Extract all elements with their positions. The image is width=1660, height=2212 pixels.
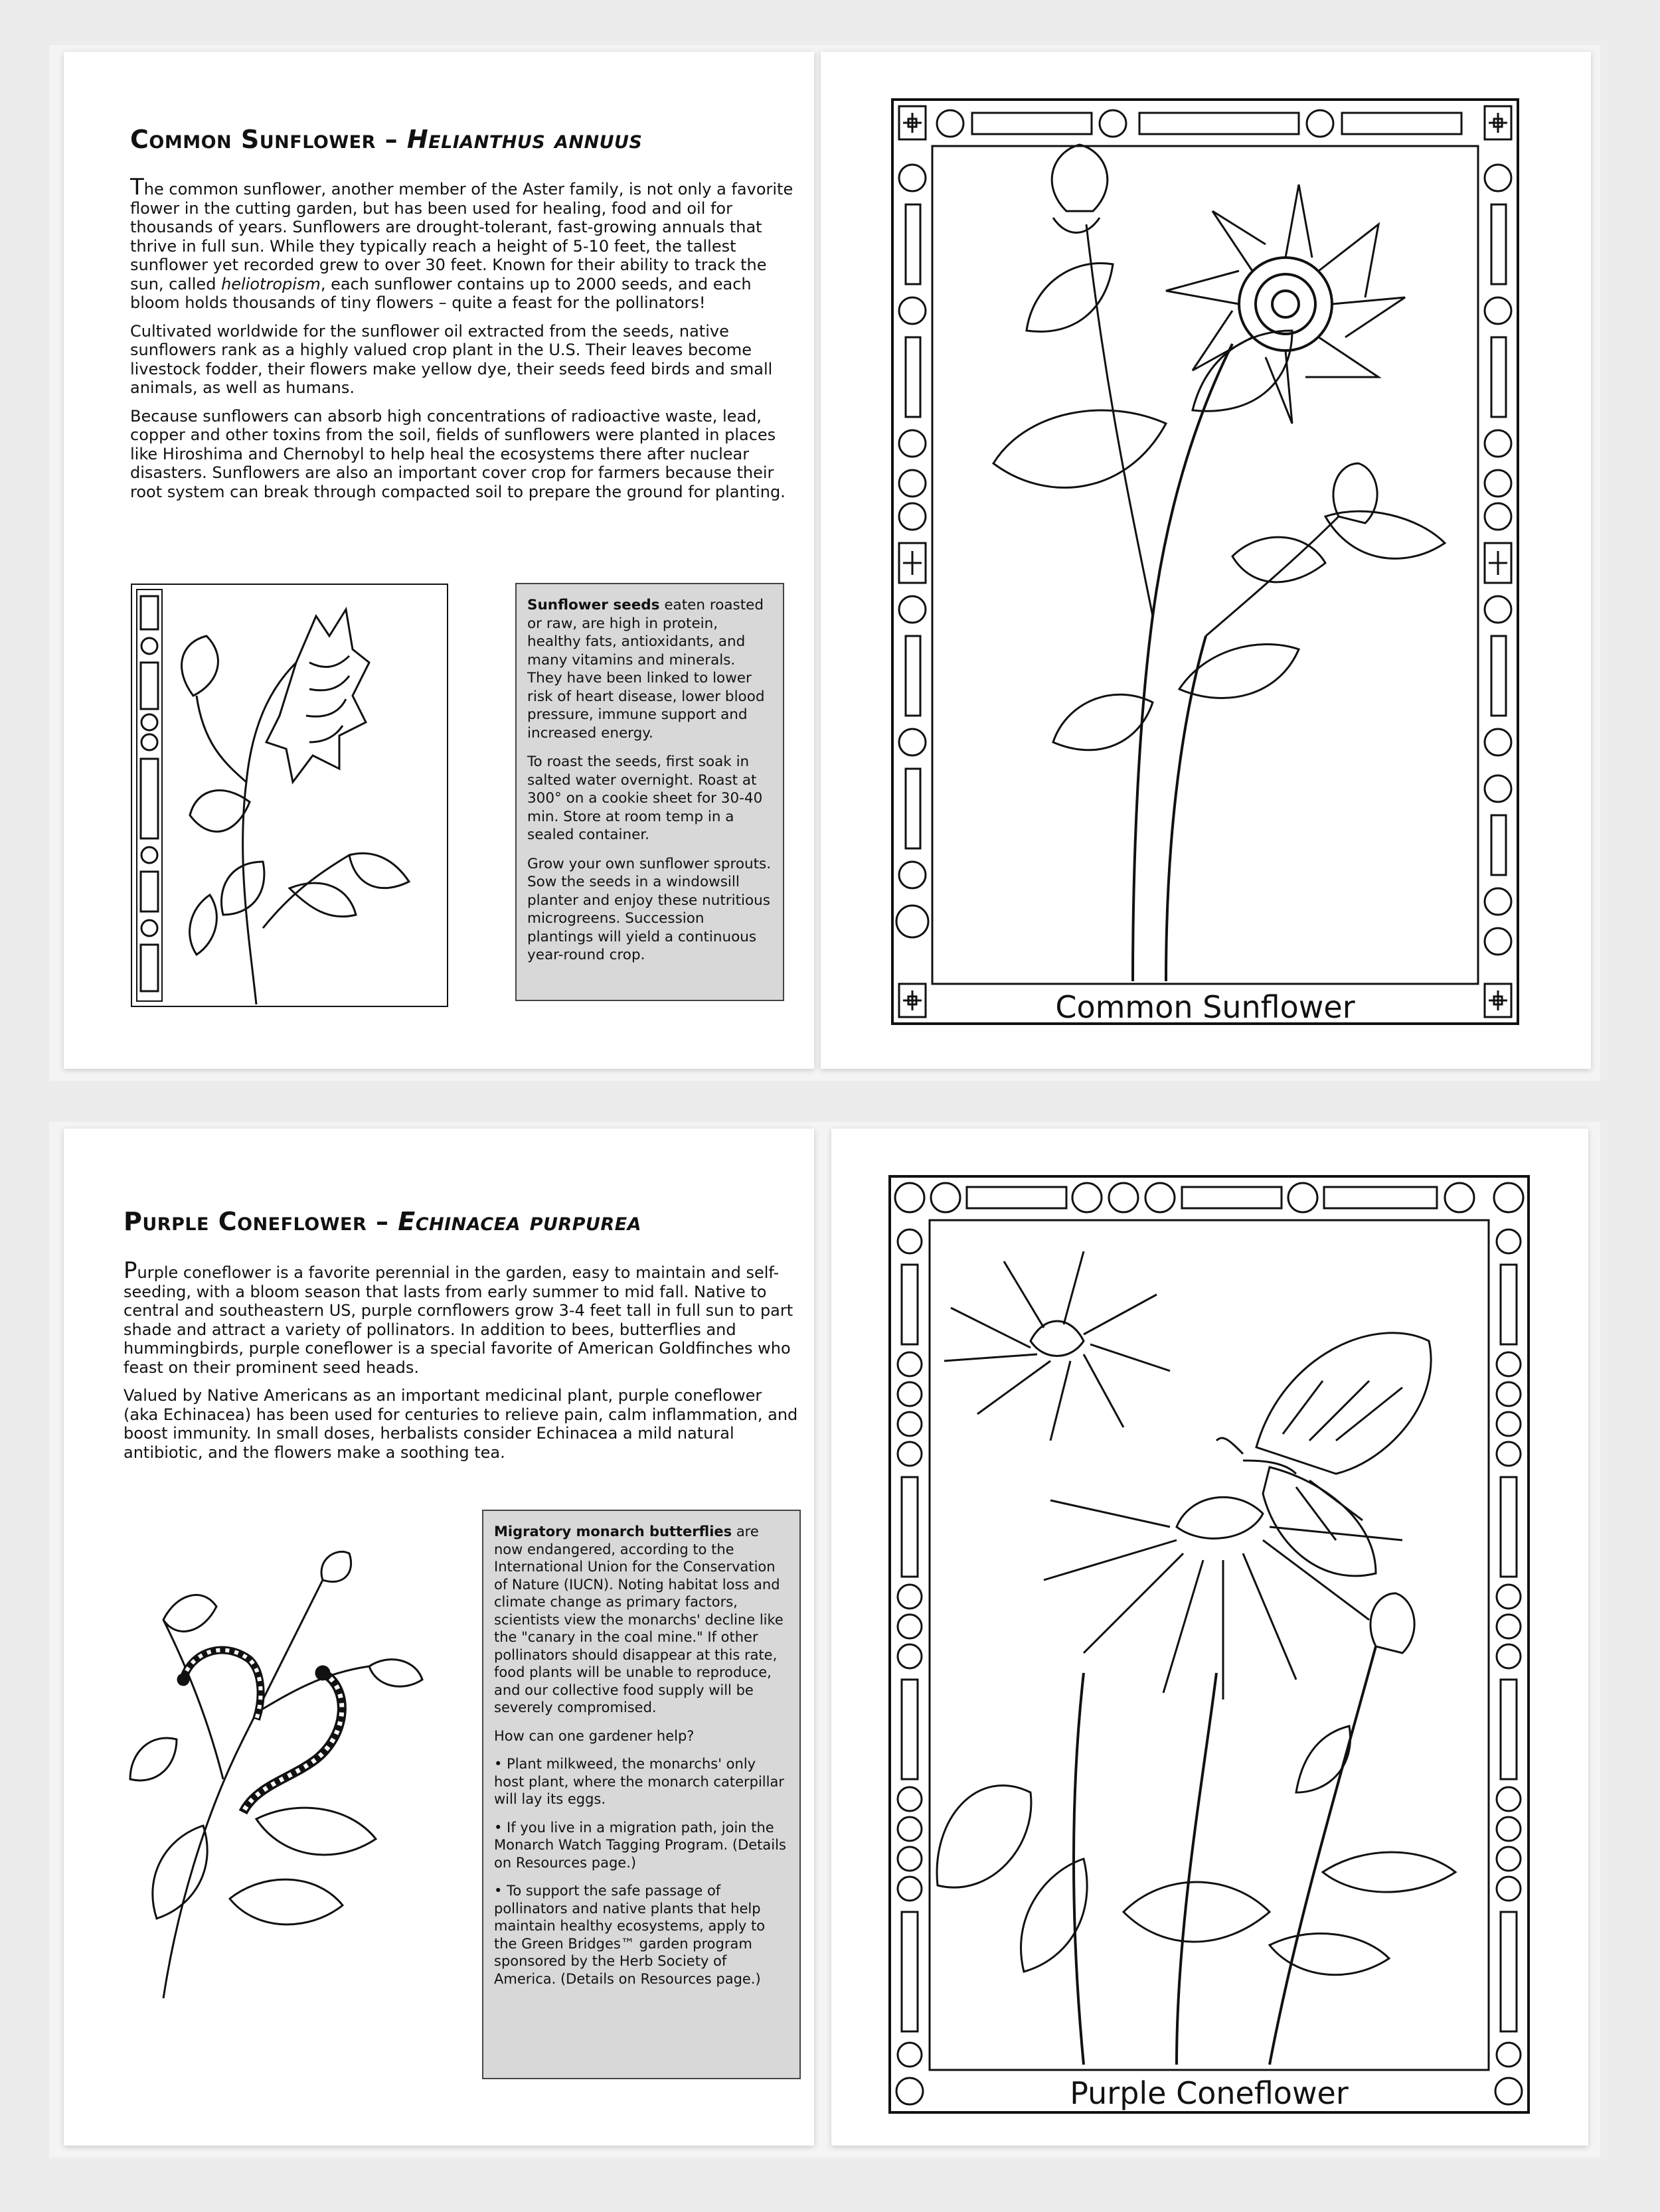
coneflower-coloring-page — [831, 1129, 1588, 2146]
infobox-bullet-2: • If you live in a migration path, join the Monarch Watch Tagging Program. (Details on Resources page.) — [494, 1819, 786, 1871]
infobox-lead: Sunflower seeds — [527, 597, 660, 613]
coneflower-coloring-illustration — [831, 1129, 1588, 2146]
sunflower-seeds-infobox — [515, 583, 784, 1001]
title-common-name: Purple Coneflower — [124, 1207, 367, 1236]
infobox-paragraph-3: Grow your own sunflower sprouts. Sow the seeds in a windowsill planter and enjoy these nutritious microgreens. Succession plantings will yield a continuous year-round crop. — [527, 855, 772, 963]
sunflower-coloring-illustration — [821, 52, 1591, 1069]
paragraph-3: Because sunflowers can absorb high concentrations of radioactive waste, lead, copper and other toxins from the soil, fields of sunflowers were planted in places like Hiroshima and Chernobyl to help heal the ecosystems there after nuclear disasters. Sunflowers are also an important cover crop for farmers because their root system can break through compacted soil to prepare the ground for planting. — [130, 406, 786, 501]
infobox-bullet-1: • Plant milkweed, the monarchs' only host plant, where the monarch caterpillar will lay its eggs. — [494, 1756, 784, 1807]
infobox-bullet-3: • To support the safe passage of pollinators and native plants that help maintain healthy ecosystems, apply to the Green Bridges™ garden program sponsored by the Herb Society of America. (Details on Resources page.) — [494, 1883, 766, 1987]
paragraph-1-text-a: he common sunflower, another member of the Aster family, is not only a favorite flower in the cutting garden, but has been used for healing, food and oil for thousands of years. Sunflowers are drought-tolerant, fast-growing annuals that thrive in full sun. While they typically reach a height of 5-10 feet, the tallest sunflower yet recorded grew to over 30 feet. Known for their ability to track the sun, called — [130, 180, 793, 293]
sunflower-coloring-page — [821, 52, 1591, 1069]
infobox-lead: Migratory monarch butterflies — [494, 1524, 732, 1540]
infobox-paragraph-1 — [494, 1523, 790, 1717]
title-latin-name: Helianthus annuus — [406, 125, 643, 154]
paragraph-1-text-b: , each sunflower contains up to 2000 seeds, and each bloom holds thousands of tiny flowers – quite a feast for the pollinators! — [130, 274, 752, 312]
sunflower-text-page — [64, 52, 814, 1069]
heliotropism-term: heliotropism — [221, 274, 321, 293]
sunflower-spread — [49, 45, 1600, 1081]
infobox-paragraph-1-text: are now endangered, according to the International Union for the Conservation of Nature (IUCN). Noting habitat loss and climate change as primary factors, scientists view the monarchs' decline like the "canary in the coal mine." If other pollinators should disappear at this rate, food plants will be unable to reproduce, and our collective food supply will be severely compromised. — [494, 1524, 784, 1715]
infobox-paragraph-1-text: eaten roasted or raw, are high in protein, healthy fats, antioxidants, and many vitamins and minerals. They have been linked to lower risk of heart disease, lower blood pressure, immune support and increased energy. — [527, 597, 765, 742]
drop-cap: T — [130, 174, 144, 200]
sunflower-caption: Common Sunflower — [1055, 989, 1355, 1025]
sunflower-side-illustration — [130, 583, 449, 1008]
sunflower-title — [130, 125, 642, 154]
coneflower-spread — [49, 1122, 1600, 2158]
monarch-infobox — [482, 1510, 801, 2079]
title-dash: – — [384, 125, 398, 154]
infobox-paragraph-2: To roast the seeds, first soak in salted water overnight. Roast at 300° on a cookie sheet for 30-40 min. Store at room temp in a sealed container. — [527, 753, 763, 843]
paragraph-2: Valued by Native Americans as an important medicinal plant, purple coneflower (aka Echinacea) has been used for centuries to relieve pain, calm inflammation, and boost immunity. In small doses, herbalists consider Echinacea a mild natural antibiotic, and the flowers make a soothing tea. — [124, 1386, 798, 1462]
paragraph-2: Cultivated worldwide for the sunflower oil extracted from the seeds, native sunflowers rank as a highly valued crop plant in the U.S. Their leaves become livestock fodder, their flowers make yellow dye, their seeds feed birds and small animals, as well as humans. — [130, 321, 773, 397]
coneflower-text-page — [64, 1129, 814, 2146]
coneflower-caption: Purple Coneflower — [1070, 2075, 1349, 2111]
title-latin-name: Echinacea purpurea — [398, 1207, 642, 1236]
sunflower-body — [130, 174, 794, 511]
milkweed-caterpillar-illustration — [124, 1540, 456, 2005]
coneflower-title — [124, 1207, 641, 1236]
title-common-name: Common Sunflower — [130, 125, 376, 154]
paragraph-1 — [130, 174, 794, 313]
drop-cap: P — [124, 1257, 137, 1284]
infobox-paragraph-1 — [527, 596, 774, 742]
title-dash: – — [376, 1207, 389, 1236]
paragraph-1-text: urple coneflower is a favorite perennial in the garden, easy to maintain and self-seeding, with a bloom season that lasts from early summer to mid fall. Native to central and southeastern US, purple cornflowers grow 3-4 feet tall in full sun to part shade and attract a variety of pollinators. In addition to bees, butterflies and hummingbirds, purple coneflower is a special favorite of American Goldfinches who feast on their prominent seed heads. — [124, 1263, 793, 1377]
coneflower-body — [124, 1257, 801, 1471]
infobox-paragraph-2: How can one gardener help? — [494, 1727, 695, 1744]
paragraph-1 — [124, 1257, 801, 1377]
